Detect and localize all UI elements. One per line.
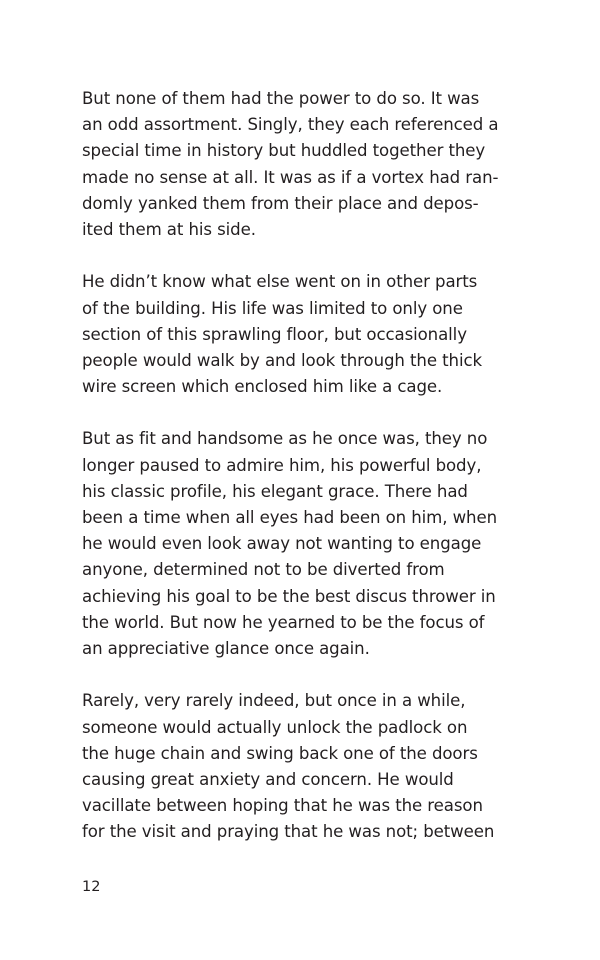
text-line: for the visit and praying that he was not; between: [82, 822, 495, 842]
paragraph-3: [82, 426, 522, 662]
text-line: Rarely, very rarely indeed, but once in a while,: [82, 691, 466, 711]
text-line: anyone, determined not to be diverted from: [82, 560, 445, 580]
text-line: his classic profile, his elegant grace. There had: [82, 481, 468, 501]
text-line: causing great anxiety and concern. He would: [82, 769, 454, 789]
text-line: section of this sprawling floor, but occasionally: [82, 324, 467, 344]
body-text: [82, 86, 522, 845]
text-line: an appreciative glance once again.: [82, 638, 370, 658]
text-line: longer paused to admire him, his powerful body,: [82, 455, 482, 475]
text-line: been a time when all eyes had been on him, when: [82, 508, 497, 527]
text-line: special time in history but huddled together they: [82, 141, 486, 161]
page-number: 12: [82, 879, 101, 895]
text-line: But none of them had the power to do so. It was: [82, 89, 480, 108]
text-line: made no sense at all. It was as if a vortex had ran-: [82, 167, 499, 187]
text-line: wire screen which enclosed him like a cage.: [82, 377, 443, 397]
paragraph-1: [82, 86, 522, 243]
paragraph-2: [82, 269, 522, 400]
text-line: domly yanked them from their place and depos-: [82, 193, 479, 213]
text-line: an odd assortment. Singly, they each referenced a: [82, 115, 499, 135]
text-line: people would walk by and look through the thick: [82, 350, 482, 370]
text-line: of the building. His life was limited to only one: [82, 298, 463, 318]
text-line: he would even look away not wanting to engage: [82, 534, 482, 554]
text-line: vacillate between hoping that he was the reason: [82, 796, 483, 816]
text-line: But as fit and handsome as he once was, they no: [82, 429, 488, 449]
text-line: ited them at his side.: [82, 219, 256, 239]
text-line: the huge chain and swing back one of the doors: [82, 743, 478, 763]
text-line: the world. But now he yearned to be the focus of: [82, 612, 485, 632]
text-line: He didn’t know what else went on in other parts: [82, 272, 478, 292]
text-line: someone would actually unlock the padlock on: [82, 717, 468, 737]
text-line: achieving his goal to be the best discus thrower in: [82, 586, 496, 606]
paragraph-4: [82, 688, 522, 845]
